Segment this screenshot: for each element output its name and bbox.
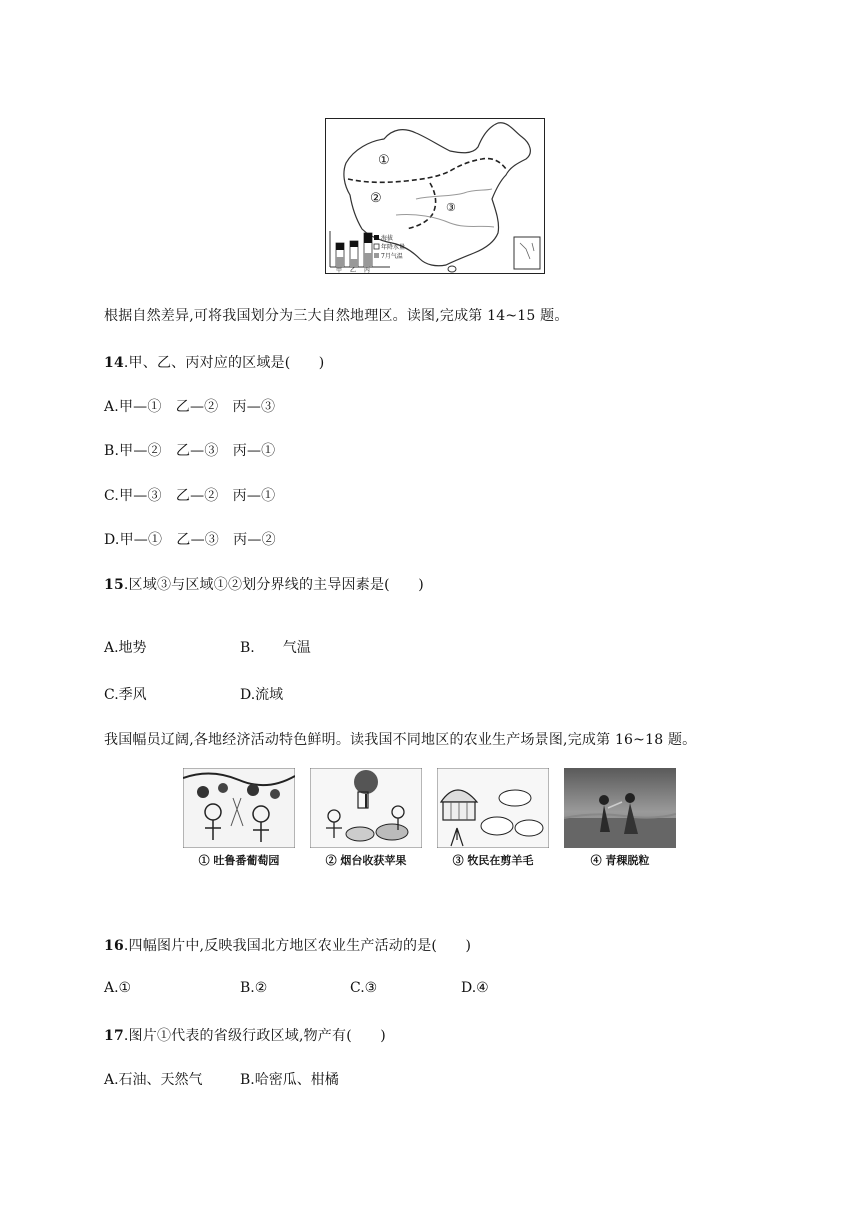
q17-option-b[interactable]: B.哈密瓜、柑橘: [240, 1072, 339, 1088]
agriculture-scenes: [183, 768, 677, 874]
china-regions-map: [325, 118, 545, 274]
scene-turpan-vineyard: [183, 768, 295, 874]
q16-option-d[interactable]: D.④: [461, 980, 489, 996]
passage-agriculture: 我国幅员辽阔,各地经济活动特色鲜明。读我国不同地区的农业生产场景图,完成第 16~18 题。: [104, 732, 697, 748]
region-label-3: ③: [446, 201, 456, 214]
q15-option-a[interactable]: A.地势: [104, 640, 147, 656]
south-china-sea-inset: [514, 237, 540, 269]
legend-elevation: 海拔: [381, 235, 394, 242]
question-15: [104, 574, 424, 594]
question-17-stem: .图片①代表的省级行政区域,物产有( ): [123, 1028, 386, 1044]
legend-precipitation: 年降水量: [381, 244, 406, 251]
question-17: [104, 1025, 386, 1045]
question-14: [104, 352, 324, 372]
scene-yantai-apples: [310, 768, 422, 874]
shearing-illustration: [437, 768, 549, 848]
q16-option-a[interactable]: A.①: [104, 980, 132, 996]
scene-caption-4: ④ 青稞脱粒: [590, 854, 650, 867]
boundary-line-north: [348, 158, 506, 182]
region-label-1: ①: [378, 153, 390, 168]
question-14-stem: .甲、乙、丙对应的区域是( ): [123, 355, 325, 371]
q17-option-a[interactable]: A.石油、天然气: [104, 1072, 203, 1088]
scene-caption-1: ① 吐鲁番葡萄园: [198, 854, 280, 867]
scene-caption-3: ③ 牧民在剪羊毛: [452, 854, 534, 867]
region-label-2: ②: [370, 191, 382, 206]
scene-herder-shearing: [437, 768, 549, 874]
apple-harvest-illustration: [310, 768, 422, 848]
question-17-number: 17: [104, 1028, 124, 1044]
q15-option-b[interactable]: B. 气温: [240, 640, 311, 656]
bar-label-yi: 乙: [350, 267, 357, 274]
legend-july-temperature: 7月气温: [381, 253, 403, 260]
q14-option-b[interactable]: B.甲—② 乙—③ 丙—①: [104, 443, 276, 459]
q14-option-d[interactable]: D.甲—① 乙—③ 丙—②: [104, 532, 276, 548]
q14-option-c[interactable]: C.甲—③ 乙—② 丙—①: [104, 488, 276, 504]
q15-option-d[interactable]: D.流域: [240, 687, 284, 703]
q14-option-a[interactable]: A.甲—① 乙—② 丙—③: [104, 399, 276, 415]
passage-regions: 根据自然差异,可将我国划分为三大自然地理区。读图,完成第 14~15 题。: [104, 308, 569, 324]
q16-option-c[interactable]: C.③: [350, 980, 378, 996]
question-16-number: 16: [104, 938, 124, 954]
question-16: [104, 935, 471, 955]
scene-caption-2: ② 烟台收获苹果: [325, 854, 407, 867]
question-15-stem: .区域③与区域①②划分界线的主导因素是( ): [123, 577, 424, 593]
bar-label-jia: 甲: [336, 267, 343, 274]
q16-option-b[interactable]: B.②: [240, 980, 268, 996]
question-15-number: 15: [104, 577, 124, 593]
question-16-stem: .四幅图片中,反映我国北方地区农业生产活动的是( ): [123, 938, 472, 954]
map-graphic: [326, 119, 544, 273]
vineyard-illustration: [183, 768, 295, 848]
barley-threshing-photo: [564, 768, 676, 848]
scene-highland-barley: [564, 768, 676, 874]
boundary-line-plateau: [406, 183, 436, 229]
question-14-number: 14: [104, 355, 124, 371]
bar-label-bing: 丙: [364, 267, 371, 274]
q15-option-c[interactable]: C.季风: [104, 687, 147, 703]
